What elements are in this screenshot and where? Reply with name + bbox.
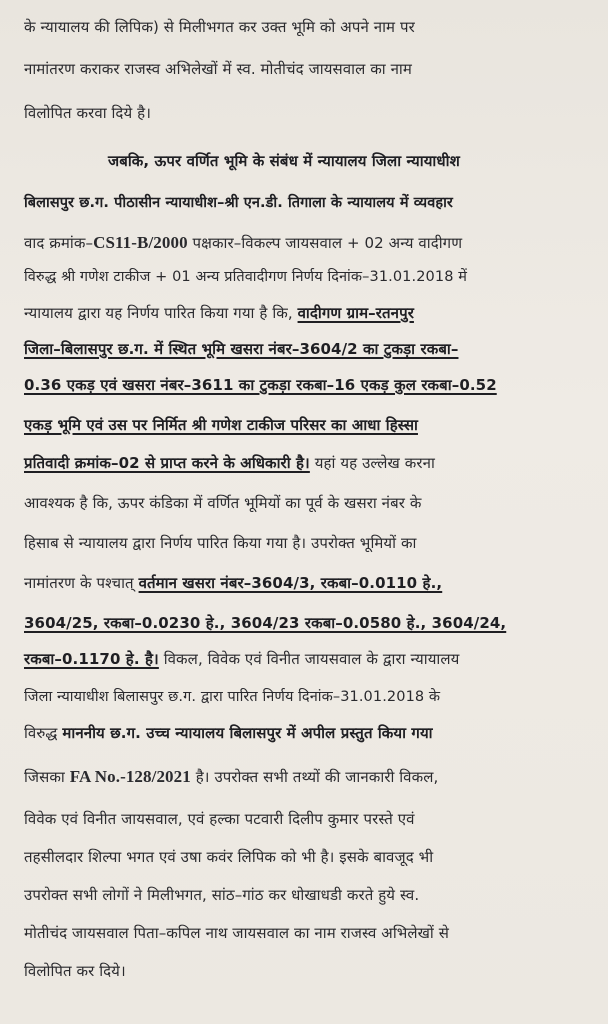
text-line: तहसीलदार शिल्पा भगत एवं उषा कवंर लिपिक को भी है। इसके बावजूद भी bbox=[24, 848, 434, 866]
text-line: जिला न्यायाधीश बिलासपुर छ.ग. द्वारा पारित निर्णय दिनांक–31.01.2018 के bbox=[24, 689, 441, 705]
text-line: 3604/25, रकबा–0.0230 हे., 3604/23 रकबा–0.0580 हे., 3604/24, bbox=[24, 614, 507, 632]
text-line: नामांतरण कराकर राजस्व अभिलेखों में स्व. मोतीचंद जायसवाल का नाम bbox=[24, 60, 412, 78]
text-line: न्यायालय द्वारा यह निर्णय पारित किया गया है कि, वादीगण ग्राम–रतनपुर bbox=[24, 304, 414, 322]
text-line: प्रतिवादी क्रमांक–02 से प्राप्त करने के अधिकारी है। यहां यह उल्लेख करना bbox=[24, 454, 435, 472]
text-line: विलोपित करवा दिये है। bbox=[24, 104, 152, 122]
text-line: वाद क्रमांक–CS11-B/2000 पक्षकार–विकल्प जायसवाल + 02 अन्य वादीगण bbox=[24, 233, 463, 252]
underlined-text: वादीगण ग्राम–रतनपुर bbox=[297, 304, 414, 322]
text-line: बिलासपुर छ.ग. पीठासीन न्यायाधीश–श्री एन.डी. तिगाला के न्यायालय में व्यवहार bbox=[24, 195, 453, 211]
text-line: उपरोक्त सभी लोगों ने मिलीभगत, सांठ–गांठ कर धोखाधडी करते हुये स्व. bbox=[24, 886, 420, 904]
text-line: एकड़ भूमि एवं उस पर निर्मित श्री गणेश टाकीज परिसर का आधा हिस्सा bbox=[24, 416, 418, 434]
text-line: रकबा–0.1170 हे. है। विकल, विवेक एवं विनीत जायसवाल के द्वारा न्यायालय bbox=[24, 650, 460, 668]
text-line: जबकि, ऊपर वर्णित भूमि के संबंध में न्यायालय जिला न्यायाधीश bbox=[108, 152, 460, 170]
text-line: विलोपित कर दिये। bbox=[24, 962, 126, 980]
text-line: 0.36 एकड़ एवं खसरा नंबर–3611 का टुकड़ा रकबा–16 एकड़ कुल रकबा–0.52 bbox=[24, 376, 497, 394]
text-line: जिला–बिलासपुर छ.ग. में स्थित भूमि खसरा नंबर–3604/2 का टुकड़ा रकबा– bbox=[24, 340, 459, 358]
text-line: मोतीचंद जायसवाल पिता–कपिल नाथ जायसवाल का नाम राजस्व अभिलेखों से bbox=[24, 924, 449, 942]
case-number: CS11-B/2000 bbox=[93, 233, 188, 252]
text-line: विरुद्ध श्री गणेश टाकीज + 01 अन्य प्रतिवादीगण निर्णय दिनांक–31.01.2018 में bbox=[24, 269, 467, 285]
text-line: जिसका FA No.-128/2021 है। उपरोक्त सभी तथ्यों की जानकारी विकल, bbox=[24, 767, 439, 786]
text-line: हिसाब से न्यायालय द्वारा निर्णय पारित किया गया है। उपरोक्त भूमियों का bbox=[24, 534, 417, 552]
appeal-number: FA No.-128/2021 bbox=[69, 767, 191, 786]
text-line: विरुद्ध माननीय छ.ग. उच्च न्यायालय बिलासपुर में अपील प्रस्तुत किया गया bbox=[24, 724, 433, 742]
text-line: के न्यायालय की लिपिक) से मिलीभगत कर उक्त भूमि को अपने नाम पर bbox=[24, 18, 415, 36]
text-line: विवेक एवं विनीत जायसवाल, एवं हल्का पटवारी दिलीप कुमार परस्ते एवं bbox=[24, 810, 415, 828]
text-line: नामांतरण के पश्चात् वर्तमान खसरा नंबर–3604/3, रकबा–0.0110 हे., bbox=[24, 574, 443, 592]
text-line: आवश्यक है कि, ऊपर कंडिका में वर्णित भूमियों का पूर्व के खसरा नंबर के bbox=[24, 494, 422, 512]
underlined-text: वर्तमान खसरा नंबर–3604/3, रकबा–0.0110 हे., bbox=[138, 574, 443, 592]
